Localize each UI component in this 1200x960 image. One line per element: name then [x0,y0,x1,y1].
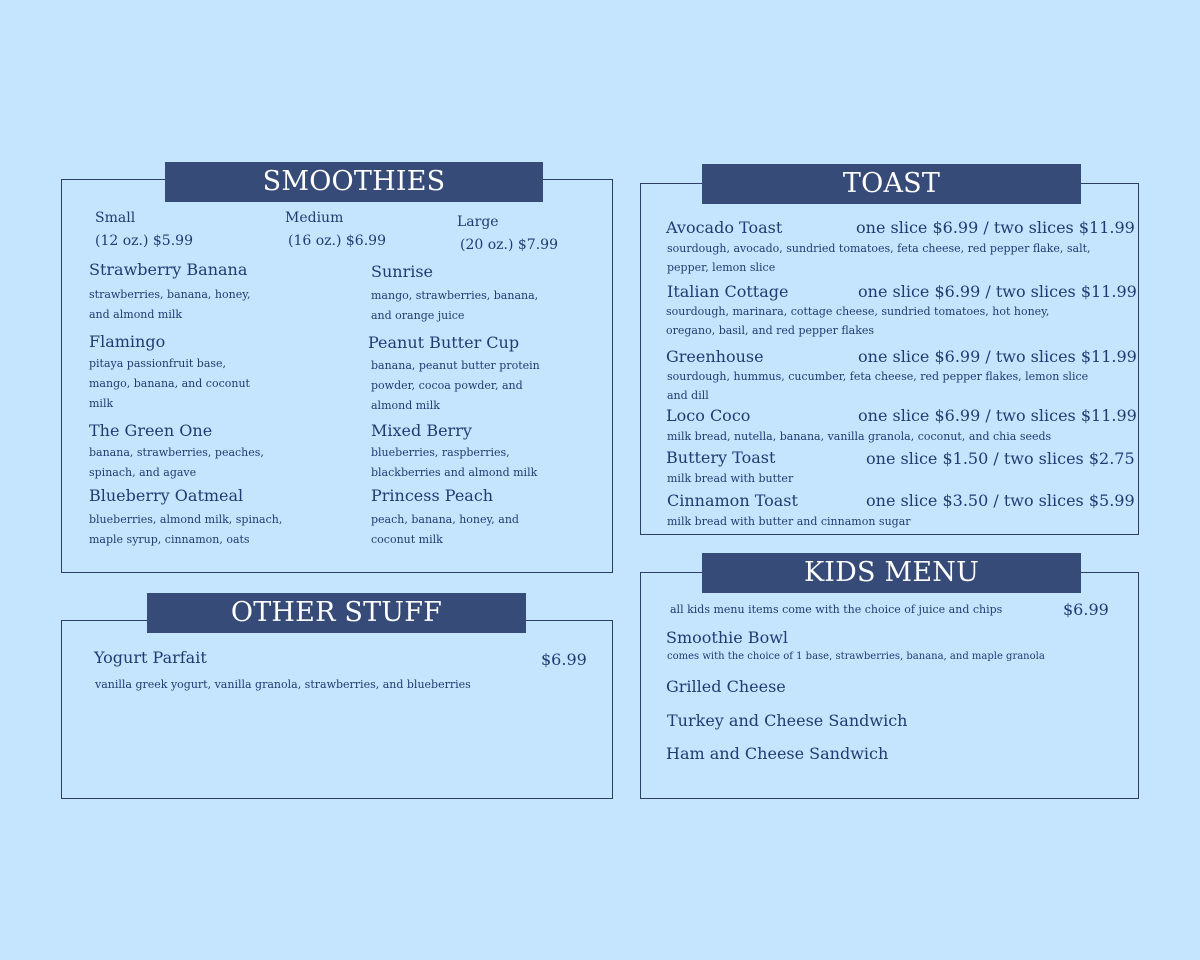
kids-menu-title: KIDS MENU [702,553,1081,593]
toast-desc: sourdough, avocado, sundried tomatoes, feta cheese, red pepper flake, salt, pepper, lemon slice [667,242,1091,274]
toast-price: one slice $3.50 / two slices $5.99 [866,491,1135,510]
size-large-label: Large [457,214,499,230]
toast-price: one slice $6.99 / two slices $11.99 [858,406,1137,425]
size-small-label: Small [95,210,136,226]
toast-name: Loco Coco [666,406,751,425]
toast-title: TOAST [702,164,1081,204]
toast-name: Cinnamon Toast [667,491,798,510]
smoothie-name: Sunrise [371,262,434,281]
toast-desc: milk bread with butter [667,472,794,485]
kids-item-name: Smoothie Bowl [666,628,789,647]
smoothie-desc: strawberries, banana, honey, and almond milk [89,288,251,321]
smoothie-desc: peach, banana, honey, and coconut milk [371,513,519,546]
smoothie-desc: pitaya passionfruit base, mango, banana, and coconut milk [89,357,250,410]
kids-menu-note: all kids menu items come with the choice of juice and chips [670,603,1003,616]
smoothie-name: Strawberry Banana [89,260,248,279]
toast-price: one slice $6.99 / two slices $11.99 [858,347,1137,366]
kids-item-name: Ham and Cheese Sandwich [666,744,889,763]
toast-name: Avocado Toast [666,218,783,237]
smoothie-name: The Green One [89,421,213,440]
size-medium-label: Medium [285,210,344,226]
smoothie-name: Mixed Berry [371,421,472,440]
smoothie-desc: mango, strawberries, banana, and orange juice [371,289,539,322]
smoothie-name: Peanut Butter Cup [368,333,520,352]
toast-price: one slice $6.99 / two slices $11.99 [858,282,1137,301]
toast-name: Greenhouse [666,347,764,366]
smoothie-desc: banana, strawberries, peaches, spinach, and agave [89,446,264,479]
toast-price: one slice $1.50 / two slices $2.75 [866,449,1135,468]
toast-name: Buttery Toast [666,448,776,467]
smoothie-name: Flamingo [89,332,166,351]
kids-item-name: Grilled Cheese [666,677,786,696]
other-item-name: Yogurt Parfait [94,648,207,667]
smoothie-desc: blueberries, raspberries, blackberries and almond milk [371,446,538,479]
other-stuff-panel [61,620,613,799]
smoothies-title: SMOOTHIES [165,162,543,202]
kids-item-desc: comes with the choice of 1 base, strawberries, banana, and maple granola [667,651,1045,662]
kids-menu-price: $6.99 [1063,600,1109,619]
other-item-price: $6.99 [541,650,587,669]
smoothie-desc: banana, peanut butter protein powder, cocoa powder, and almond milk [371,359,540,412]
toast-price: one slice $6.99 / two slices $11.99 [856,218,1135,237]
other-stuff-title: OTHER STUFF [147,593,526,633]
smoothie-name: Blueberry Oatmeal [89,486,244,505]
toast-desc: milk bread, nutella, banana, vanilla granola, coconut, and chia seeds [667,430,1052,443]
smoothie-desc: blueberries, almond milk, spinach, maple syrup, cinnamon, oats [89,513,283,546]
toast-desc: sourdough, hummus, cucumber, feta cheese, red pepper flakes, lemon slice and dill [667,370,1089,402]
toast-name: Italian Cottage [667,282,789,301]
toast-desc: milk bread with butter and cinnamon sugar [667,515,911,528]
kids-item-name: Turkey and Cheese Sandwich [667,711,908,730]
size-medium-price: (16 oz.) $6.99 [288,233,386,249]
toast-desc: sourdough, marinara, cottage cheese, sundried tomatoes, hot honey, oregano, basil, and red pepper flakes [666,305,1050,337]
smoothie-name: Princess Peach [371,486,494,505]
size-small-price: (12 oz.) $5.99 [95,233,193,249]
other-item-desc: vanilla greek yogurt, vanilla granola, strawberries, and blueberries [95,678,471,691]
size-large-price: (20 oz.) $7.99 [460,237,558,253]
